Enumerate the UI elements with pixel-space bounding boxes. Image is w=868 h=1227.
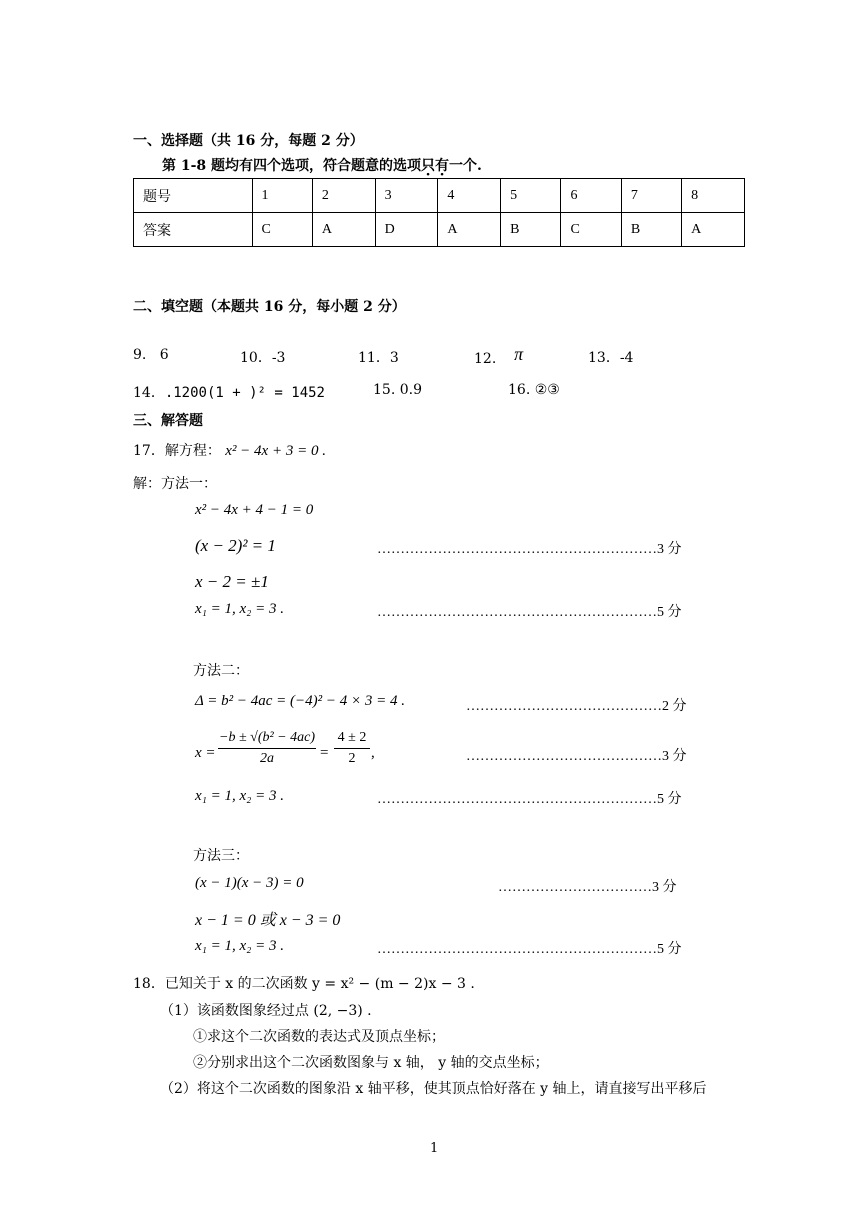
table-cell: C	[252, 213, 312, 247]
table-cell: C	[561, 213, 621, 247]
table-cell: 5	[501, 179, 561, 213]
m2-line2-score: ……………………………………3 分	[466, 749, 687, 764]
section1-heading: 一、选择题（共 16 分，每题 2 分）	[133, 133, 364, 149]
q18-part1a: ①求这个二次函数的表达式及顶点坐标；	[193, 1029, 445, 1045]
table-row-numbers	[134, 179, 745, 213]
fraction-numerator: 4 ± 2	[334, 730, 370, 749]
answer-table	[133, 178, 745, 247]
table-cell: A	[312, 213, 375, 247]
table-cell: D	[375, 213, 438, 247]
m3-line2: x − 1 = 0 或 x − 3 = 0	[195, 912, 341, 929]
table-cell: 2	[312, 179, 375, 213]
table-cell: 6	[561, 179, 621, 213]
fill-item-9: 9. 6	[133, 347, 169, 363]
m2-comma: ,	[371, 745, 375, 761]
m2-line3: x₁ = 1, x₂ = 3 .	[195, 788, 284, 804]
fill-item-15: 15. 0.9	[373, 382, 422, 398]
table-row-answers	[134, 213, 745, 247]
fill-item-10: 10．-3	[240, 350, 286, 366]
table-cell: B	[621, 213, 681, 247]
fill-item-16: 16. ②③	[508, 382, 560, 398]
fill-item-12: 12. π	[474, 344, 524, 367]
section1-note: 第 1-8 题均有四个选项，符合题意的选项只有一个.	[162, 158, 482, 174]
q18-part2: （2）将这个二次函数的图象沿 x 轴平移，使其顶点恰好落在 y 轴上，请直接写出平移后	[160, 1081, 707, 1097]
table-cell: A	[438, 213, 501, 247]
m1-line3: x − 2 = ±1	[195, 572, 269, 591]
m3-line3: x₁ = 1, x₂ = 3 .	[195, 938, 284, 954]
q18-stem: 18．已知关于 x 的二次函数 y = x² − (m − 2)x − 3 .	[133, 976, 475, 992]
q18-part1: （1）该函数图象经过点 (2, −3) .	[160, 1003, 372, 1019]
m3-line1: (x − 1)(x − 3) = 0	[195, 875, 304, 891]
m3-label: 方法三：	[193, 848, 249, 864]
m3-line3-score: ……………………………………………………5 分	[377, 942, 682, 957]
m1-line2: (x − 2)² = 1	[195, 536, 276, 555]
fill-item-11: 11．3	[358, 350, 399, 366]
fill-item-13: 13．-4	[588, 350, 634, 366]
section2-heading: 二、填空题（本题共 16 分，每小题 2 分）	[133, 299, 406, 315]
m1-line1: x² − 4x + 4 − 1 = 0	[195, 502, 314, 518]
fill-item-14: 14．.1200(1 + )² = 1452	[133, 385, 325, 401]
m2-fraction1	[218, 730, 316, 767]
table-cell: 题号	[134, 179, 253, 213]
table-cell: 4	[438, 179, 501, 213]
table-cell: B	[501, 213, 561, 247]
q18-part1b: ②分别求出这个二次函数图象与 x 轴， y 轴的交点坐标；	[193, 1055, 549, 1071]
m1-line4: x₁ = 1, x₂ = 3 .	[195, 601, 284, 617]
fraction-numerator: −b ± √(b² − 4ac)	[218, 730, 316, 749]
table-cell: 7	[621, 179, 681, 213]
m1-line4-score: ……………………………………………………5 分	[377, 605, 682, 620]
table-cell: A	[682, 213, 745, 247]
page-number: 1	[430, 1141, 439, 1156]
m2-line2-lhs: x =	[195, 745, 216, 761]
m2-label: 方法二：	[193, 663, 249, 679]
m2-equals: =	[320, 745, 329, 761]
table-cell: 1	[252, 179, 312, 213]
fraction-denominator: 2	[348, 751, 356, 766]
m2-line3-score: ……………………………………………………5 分	[377, 792, 682, 807]
m2-fraction2	[334, 730, 370, 767]
section3-heading: 三、解答题	[133, 413, 203, 429]
m2-line1: Δ = b² − 4ac = (−4)² − 4 × 3 = 4 .	[195, 693, 406, 709]
q17-stem: 17．解方程： x² − 4x + 3 = 0 .	[133, 443, 326, 459]
m3-line1-score: ……………………………3 分	[498, 880, 677, 895]
fraction-denominator: 2a	[260, 751, 274, 766]
q17-solution-label: 解：方法一：	[133, 476, 217, 492]
table-cell: 3	[375, 179, 438, 213]
m1-line2-score: ……………………………………………………3 分	[377, 542, 682, 557]
m2-line1-score: ……………………………………2 分	[466, 699, 687, 714]
table-cell: 8	[682, 179, 745, 213]
table-cell: 答案	[134, 213, 253, 247]
